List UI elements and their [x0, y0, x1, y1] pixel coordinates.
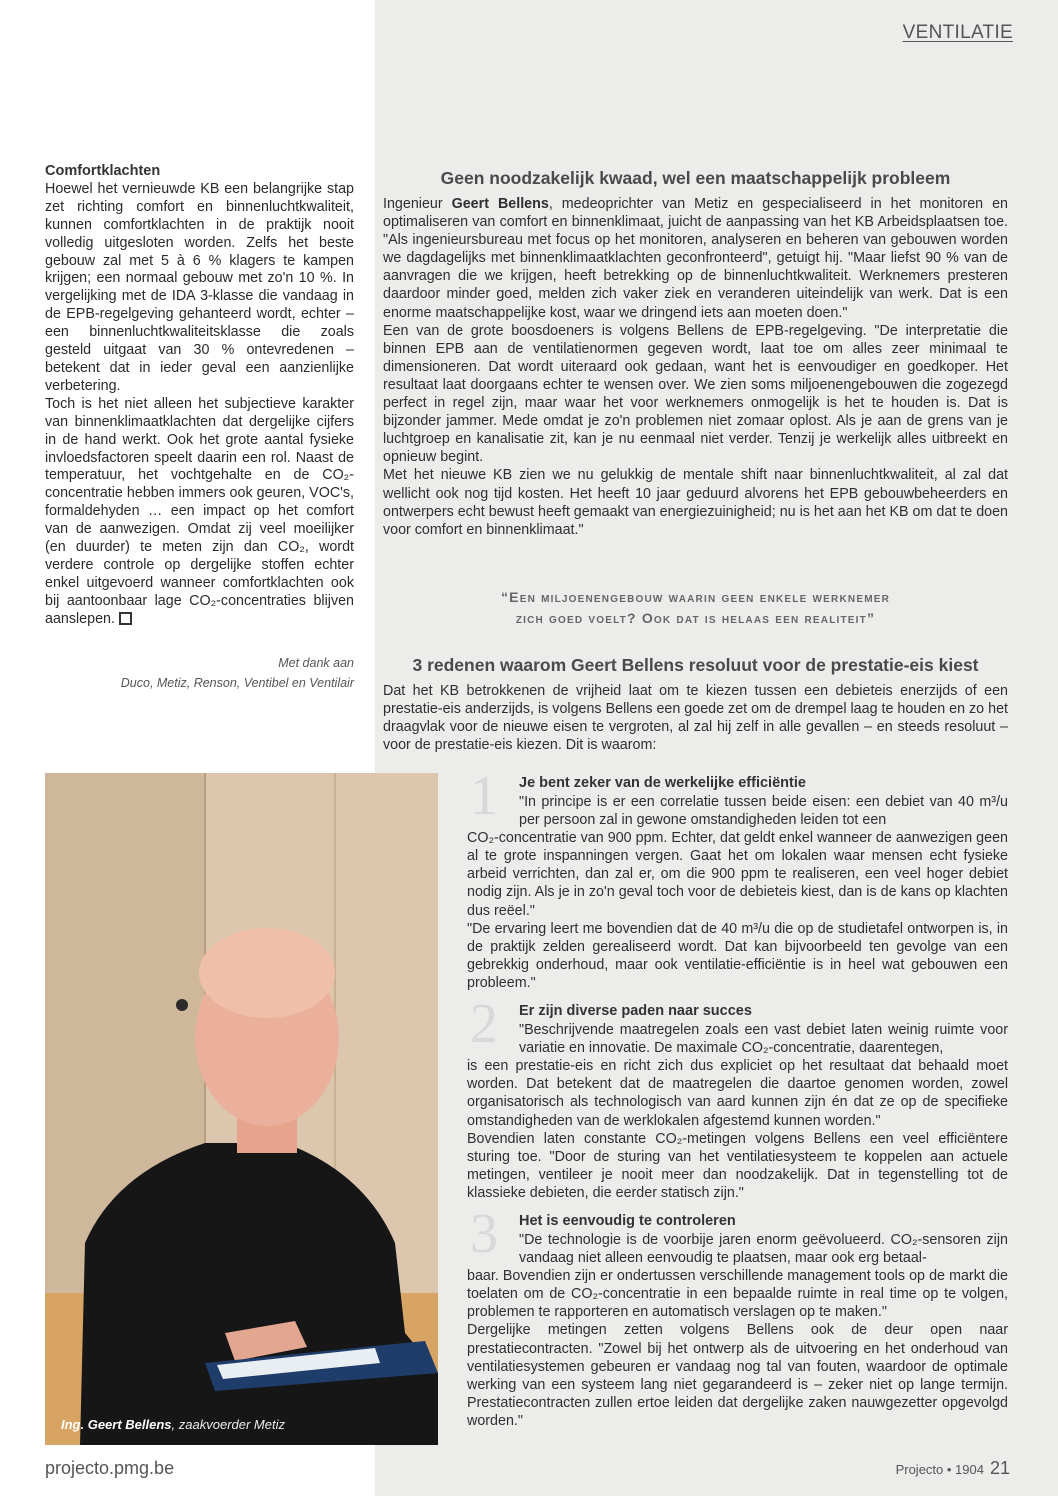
acknowledgement-line-1: Met dank aan — [278, 656, 354, 670]
reasons-intro: Dat het KB betrokkenen de vrijheid laat om te kiezen tussen een debieteis enerzijds of een prestatie-eis anderzijds, is volgens Bellens een goede zet om de drempel laag te houden en zo het draagvlak voor de nieuwe eisen te vergroten, al zal hij zelf in alle gevallen – en steeds resoluut – voor de prestatie-eis kiezen. Dit is waarom: — [383, 683, 1008, 754]
caption-role: , zaakvoerder Metiz — [171, 1417, 285, 1432]
article-heading: Geen noodzakelijk kwaad, wel een maatschappelijk probleem — [440, 168, 951, 188]
article-p1-prefix: Ingenieur — [383, 196, 452, 212]
reason-number: 2 — [470, 993, 498, 1056]
reasons-block — [383, 655, 1008, 754]
reasons-list — [467, 765, 1008, 1440]
article-p1-name: Geert Bellens — [451, 196, 549, 212]
reason-title: Het is eenvoudig te controleren — [519, 1212, 736, 1229]
portrait-illustration — [45, 773, 438, 1445]
article-paragraph-1 — [383, 195, 1008, 322]
reason-paragraph-1b: is een prestatie-eis en richt zich dus expliciet op het resultaat dat behaald moet worden. Dat betekent dat de maatregelen die daartoe genomen worden, zowel organisatorisch als technologisch van aard kunnen zijn én dat ze op de specifieke omstandigheden van de werklokalen afgestemd kunnen worden." — [467, 1058, 1008, 1129]
reason-paragraph-2: Bovendien laten constante CO₂-metingen volgens Bellens een veel efficiëntere sturing toe. "Door de sturing van het ventilatiesysteem te koppelen aan actuele metingen, ventileer je nooit meer dan noodzakelijk. Dat in tegenstelling tot de klassieke debieten, die eerder statisch zijn." — [467, 1130, 1008, 1201]
pull-quote-line-2: zich goed voelt? Ook dat is helaas een realiteit” — [515, 610, 876, 626]
reason-paragraph-2: "De ervaring leert me bovendien dat de 40 m³/u die op de studietafel ontworpen is, in de praktijk zelden gerealiseerd wordt. Dat kan bijvoorbeeld ten gevolge van een gebrekkig onderhoud, maar ook ventilatie-efficiëntie is in heel wat gebouwen een probleem." — [467, 920, 1008, 991]
pull-quote-line-1: “Een miljoenengebouw waarin geen enkele werknemer — [500, 589, 891, 605]
reason-item — [467, 765, 1008, 992]
reason-number: 3 — [470, 1202, 498, 1265]
caption-name: Ing. Geert Bellens — [61, 1417, 172, 1432]
article-body — [383, 195, 1008, 539]
reason-item — [467, 993, 1008, 1202]
photo-caption — [61, 1417, 285, 1432]
reason-title: Je bent zeker van de werkelijke efficiëntie — [519, 775, 806, 791]
article-p1-rest: , medeoprichter van Metiz en gespecialiseerd in het monitoren en optimaliseren van comfort en binnenklimaat, juicht de aanpassing van het KB Arbeidsplaatsen toe. "Als ingenieursbureau met focus op het monitoren, analyseren en beheren van gebouwen worden we dagdagelijks met binnenklimaatklachten geconfronteerd", getuigt hij. "Maar liefst 90 % van de aanvragen die we krijgen, heeft betrekking op de binnenluchtkwaliteit. Werknemers presteren daardoor minder goed, melden zich vaker ziek en veranderen uiteindelijk van werk. Dat is een enorme maatschappelijke kost, waar we dringend iets aan moeten doen." — [383, 196, 1008, 321]
reason-number: 1 — [470, 765, 498, 827]
article-block — [383, 168, 1008, 539]
left-column — [45, 163, 354, 629]
reason-paragraph-2: Dergelijke metingen zetten volgens Bellens ook de deur open naar prestatiecontracten. "Zowel bij het ontwerp als de uitvoering en het onderhoud van ventilatiesystemen gebeuren er vandaag nog tal van fouten, waardoor de optimale werking van een systeem lang niet gegarandeerd is – zeker niet op lange termijn. Prestatiecontracten zullen ertoe leiden dat dergelijke zaken nauwgezetter opgevolgd worden." — [467, 1322, 1008, 1429]
reason-paragraph-1b: baar. Bovendien zijn er ondertussen verschillende management tools op de markt die toelaten om de CO₂-concentratie in een bepaalde ruimte in real time op te volgen, problemen te rapporteren en automatisch verslagen op te maken." — [467, 1268, 1008, 1321]
left-paragraph-2 — [45, 396, 354, 629]
article-paragraph-2: Een van de grote boosdoeners is volgens Bellens de EPB-regelgeving. "De interpretatie die binnen EPB aan de ventilatienormen gegeven wordt, laat toe om alles zeer minimaal te dimensioneren. Dat wordt uiteraard ook gedaan, want het is eenvoudiger en goedkoper. Het resultaat laat doorgaans echter te wensen over. We zien soms miljoenengebouwen die zogezegd perfect in regel zijn, maar waar het voor werknemers onmogelijk is het te houden is. Dat is bijzonder jammer. Mede omdat je zo'n problemen niet zomaar oplost. Als je aan de grens van je luchtgroep en kanalisatie zit, kan je nu eenmaal niet verder. Tenzij je werkelijk alles uitbreekt en opnieuw begint. — [383, 322, 1008, 466]
reason-paragraph-1a: "In principe is er een correlatie tussen beide eisen: een debiet van 40 m³/u per persoon zal in gewone omstandigheden leiden tot een — [519, 794, 1008, 829]
reason-paragraph-1b: CO₂-concentratie van 900 ppm. Echter, dat geldt enkel wanneer de aanwezigen geen al te grote inspanningen vergen. Gaat het om lokalen waar mensen echt fysieke arbeid verrichten, dan zal er, om die 900 ppm te realiseren, een veel hoger debiet nodig zijn. Als je in zo'n geval toch voor de debieteis kiest, dan is de kans op klachten dus reëel." — [467, 830, 1008, 919]
reasons-heading: 3 redenen waarom Geert Bellens resoluut voor de prestatie-eis kiest — [412, 655, 979, 675]
left-paragraph-1: Hoewel het vernieuwde KB een belangrijke stap zet richting comfort en binnenluchtkwaliteit, kunnen comfortklachten in de praktijk nooit volledig uitgesloten worden. Zelfs het beste gebouw zal met 5 à 6 % klagers te kampen krijgen; een normaal gebouw met zo'n 10 %. In vergelijking met de IDA 3-klasse die vandaag in de EPB-regelgeving gehanteerd wordt, echter – een binnenluchtkwaliteitsklasse die zoals gesteld uitgaat van 30 % ontevredenen – betekent dat in ieder geval een aanzienlijke verbetering. — [45, 180, 354, 394]
left-paragraph-2-text: Toch is het niet alleen het subjectieve karakter van binnenklimaatklachten dat dergelijke cijfers in de hand werkt. Ook het grote aantal fysieke invloedsfactoren speelt daarin een rol. Naast de temperatuur, het vochtgehalte en de CO₂-concentratie hebben immers ook geuren, VOC's, formaldehyden … een impact op het comfort van de aanwezigen. Omdat zij veel moeilijker (en duurder) te meten zijn dan CO₂, wordt verdere controle op dergelijke stoffen echter enkel uitgevoerd wanneer comfortklachten ook bij aantoonbaar lage CO₂-concentraties blijven aanslepen. — [45, 395, 354, 627]
reason-paragraph-1a: "De technologie is de voorbije jaren enorm geëvolueerd. CO₂-sensoren zijn vandaag niet alleen eenvoudig te plaatsen, maar ook erg betaal- — [519, 1231, 1008, 1267]
end-of-article-icon — [119, 612, 132, 625]
footer-issue — [896, 1458, 1010, 1479]
footer-issue-label: Projecto • 1904 — [895, 1462, 984, 1477]
reason-body — [467, 1021, 1008, 1202]
article-paragraph-3: Met het nieuwe KB zien we nu gelukkig de mentale shift naar binnenluchtkwaliteit, al zal dat wellicht ook nog tijd kosten. Het heeft 10 jaar geduurd alvorens het EPB gebouwbeheerders en ontwerpers echt bewust heeft gemaakt van energiezuinigheid; nu is het aan het KB om dat te doen voor comfort en binnenklimaat." — [383, 467, 1008, 538]
section-tag: VENTILATIE — [902, 22, 1013, 43]
reason-item — [467, 1202, 1008, 1430]
acknowledgement — [45, 653, 354, 693]
footer-site-link[interactable]: projecto.pmg.be — [45, 1458, 175, 1478]
page-number: 21 — [989, 1458, 1010, 1478]
reason-paragraph-1a: "Beschrijvende maatregelen zoals een vast debiet laten weinig ruimte voor variatie en innovatie. De maximale CO₂-concentratie, daarentegen, — [519, 1022, 1008, 1057]
pull-quote — [383, 587, 1008, 629]
portrait-photo — [45, 773, 438, 1445]
reason-title: Er zijn diverse paden naar succes — [519, 1003, 752, 1020]
reason-body — [467, 793, 1008, 992]
left-heading: Comfortklachten — [45, 163, 161, 179]
reason-body — [467, 1231, 1008, 1430]
acknowledgement-line-2: Duco, Metiz, Renson, Ventibel en Ventilair — [120, 676, 354, 690]
